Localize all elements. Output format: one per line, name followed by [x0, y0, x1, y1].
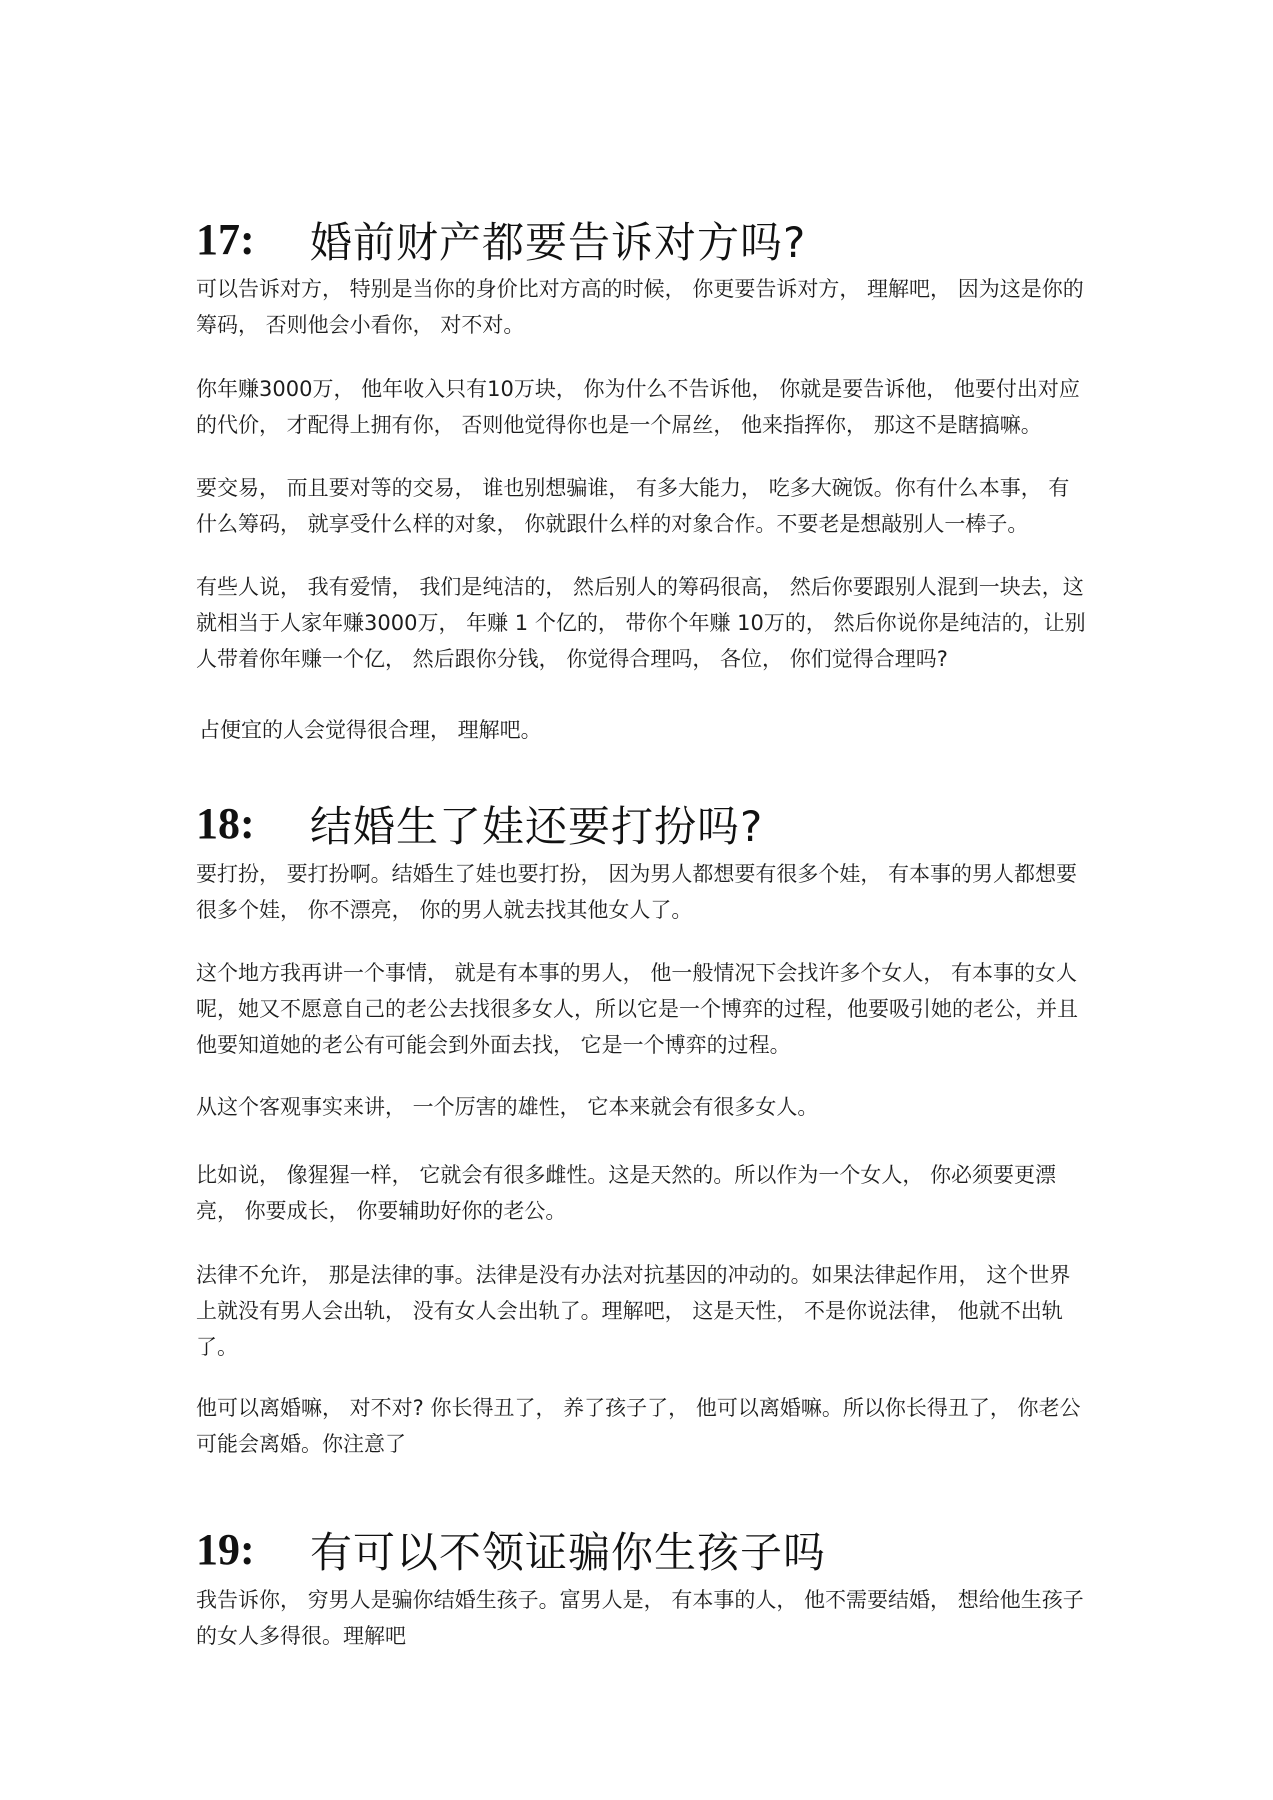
paragraph: 占便宜的人会觉得很合理， 理解吧。: [199, 718, 542, 742]
section-heading-18: [196, 784, 1096, 850]
paragraph: 要交易， 而且要对等的交易， 谁也别想骗谁， 有多大能力， 吃多大碗饭。你有什么本事， 有什么筹码， 就享受什么样的对象， 你就跟什么样的对象合作。不要老是想敲别人一棒子。: [196, 476, 1070, 536]
section-number: 18:: [196, 799, 255, 848]
section-heading-19: [196, 1510, 1096, 1576]
paragraph: 他可以离婚嘛， 对不对? 你长得丑了， 养了孩子了， 他可以离婚嘛。所以你长得丑了， 你老公可能会离婚。你注意了: [196, 1396, 1081, 1456]
paragraph: 你年赚3000万， 他年收入只有10万块， 你为什么不告诉他， 你就是要告诉他， 他要付出对应的代价， 才配得上拥有你， 否则他觉得你也是一个屌丝， 他来指挥你， 那这不是瞎搞嘛。: [196, 377, 1080, 437]
paragraph: 我告诉你， 穷男人是骗你结婚生孩子。富男人是， 有本事的人， 他不需要结婚， 想给他生孩子的女人多得很。理解吧: [196, 1588, 1084, 1648]
section-title: 婚前财产都要告诉对方吗?: [310, 218, 807, 267]
paragraph: 有些人说， 我有爱情， 我们是纯洁的， 然后别人的筹码很高， 然后你要跟别人混到一块去，这就相当于人家年赚3000万， 年赚 1 个亿的， 带你个年赚 10万的， 然后你说你是纯洁的，让别人带着你年赚一个亿， 然后跟你分钱， 你觉得合理吗， 各位， 你们觉得合理吗?: [196, 575, 1086, 671]
paragraph: 从这个客观事实来讲， 一个厉害的雄性， 它本来就会有很多女人。: [196, 1095, 819, 1119]
paragraph: 可以告诉对方， 特别是当你的身价比对方高的时候， 你更要告诉对方， 理解吧， 因为这是你的筹码， 否则他会小看你， 对不对。: [196, 277, 1084, 337]
section-number: 19:: [196, 1525, 255, 1574]
paragraph: 法律不允许， 那是法律的事。法律是没有办法对抗基因的冲动的。如果法律起作用， 这个世界上就没有男人会出轨， 没有女人会出轨了。理解吧， 这是天性， 不是你说法律， 他就不出轨了。: [196, 1263, 1071, 1359]
paragraph: 这个地方我再讲一个事情， 就是有本事的男人， 他一般情况下会找许多个女人， 有本事的女人呢，她又不愿意自己的老公去找很多女人，所以它是一个博弈的过程，他要吸引她的老公，并且他要知道她的老公有可能会到外面去找， 它是一个博弈的过程。: [196, 961, 1078, 1057]
paragraph: 比如说， 像猩猩一样， 它就会有很多雌性。这是天然的。所以作为一个女人， 你必须要更漂亮， 你要成长， 你要辅助好你的老公。: [196, 1163, 1057, 1223]
paragraph: 要打扮， 要打扮啊。结婚生了娃也要打扮， 因为男人都想要有很多个娃， 有本事的男人都想要很多个娃， 你不漂亮， 你的男人就去找其他女人了。: [196, 862, 1078, 922]
section-number: 17:: [196, 215, 255, 264]
section-heading-17: [196, 200, 1096, 266]
section-title: 结婚生了娃还要打扮吗?: [310, 802, 764, 851]
section-title: 有可以不领证骗你生孩子吗: [310, 1528, 827, 1577]
